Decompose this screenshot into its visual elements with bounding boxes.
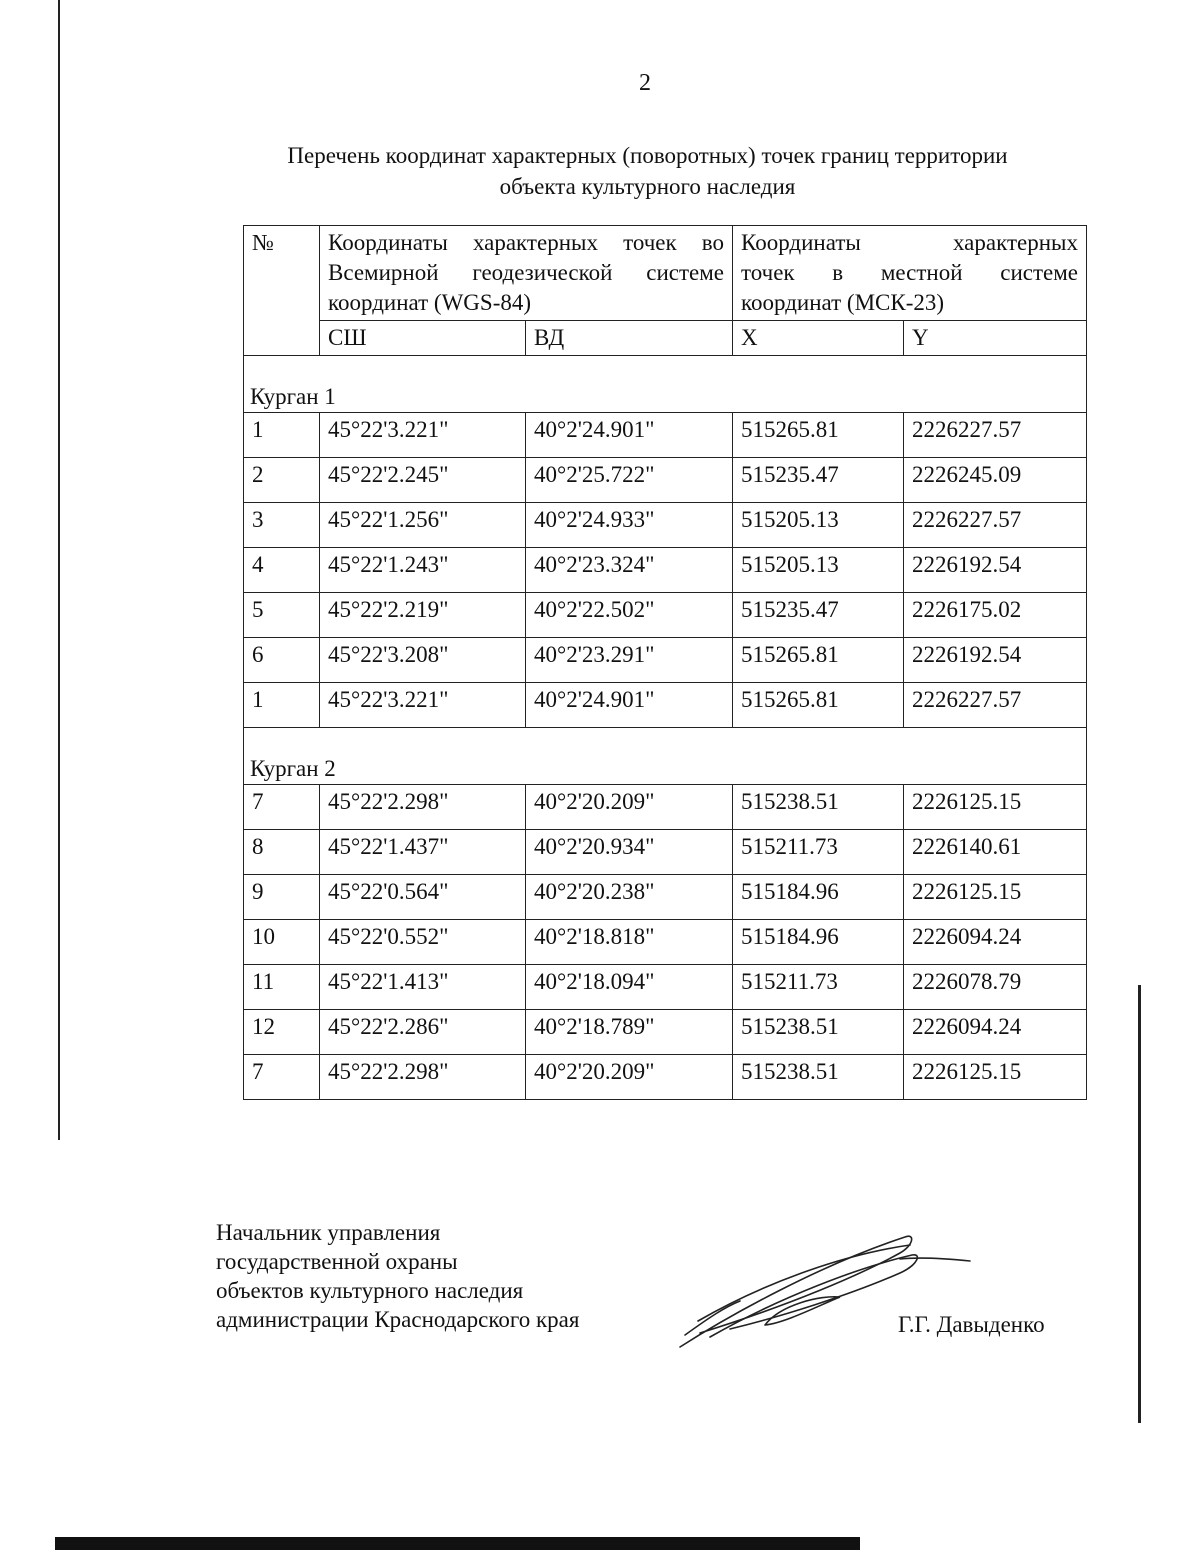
table-subheader-row bbox=[244, 321, 1087, 356]
x-coordinate-cell: 515238.51 bbox=[733, 1055, 904, 1100]
point-number-cell: 2 bbox=[244, 458, 320, 503]
group-row bbox=[244, 728, 1087, 785]
group-label: Курган 2 bbox=[244, 728, 1087, 785]
latitude-cell: 45°22'2.245" bbox=[320, 458, 526, 503]
header-number: № bbox=[244, 226, 320, 356]
y-coordinate-cell: 2226125.15 bbox=[904, 785, 1087, 830]
x-coordinate-cell: 515211.73 bbox=[733, 965, 904, 1010]
point-number-cell: 1 bbox=[244, 413, 320, 458]
header-msk23 bbox=[733, 226, 1087, 321]
latitude-cell: 45°22'1.437" bbox=[320, 830, 526, 875]
longitude-cell: 40°2'18.818" bbox=[526, 920, 733, 965]
latitude-cell: 45°22'2.298" bbox=[320, 1055, 526, 1100]
x-coordinate-cell: 515235.47 bbox=[733, 458, 904, 503]
longitude-cell: 40°2'24.901" bbox=[526, 683, 733, 728]
longitude-cell: 40°2'25.722" bbox=[526, 458, 733, 503]
y-coordinate-cell: 2226192.54 bbox=[904, 638, 1087, 683]
x-coordinate-cell: 515184.96 bbox=[733, 875, 904, 920]
table-row bbox=[244, 965, 1087, 1010]
subheader-x: X bbox=[733, 321, 904, 356]
longitude-cell: 40°2'23.324" bbox=[526, 548, 733, 593]
table-row bbox=[244, 875, 1087, 920]
point-number-cell: 8 bbox=[244, 830, 320, 875]
group-row bbox=[244, 356, 1087, 413]
longitude-cell: 40°2'20.209" bbox=[526, 1055, 733, 1100]
table-row bbox=[244, 503, 1087, 548]
table-row bbox=[244, 1010, 1087, 1055]
y-coordinate-cell: 2226192.54 bbox=[904, 548, 1087, 593]
coordinates-table bbox=[243, 225, 1087, 1100]
point-number-cell: 6 bbox=[244, 638, 320, 683]
group-label: Курган 1 bbox=[244, 356, 1087, 413]
scan-edge-right bbox=[1138, 985, 1141, 1423]
latitude-cell: 45°22'0.552" bbox=[320, 920, 526, 965]
signatory-position bbox=[216, 1218, 579, 1334]
x-coordinate-cell: 515238.51 bbox=[733, 785, 904, 830]
x-coordinate-cell: 515235.47 bbox=[733, 593, 904, 638]
signatory-position-line: объектов культурного наследия bbox=[216, 1278, 524, 1303]
longitude-cell: 40°2'20.238" bbox=[526, 875, 733, 920]
document-title-line-2: объекта культурного наследия bbox=[499, 174, 796, 199]
x-coordinate-cell: 515211.73 bbox=[733, 830, 904, 875]
y-coordinate-cell: 2226094.24 bbox=[904, 920, 1087, 965]
latitude-cell: 45°22'2.286" bbox=[320, 1010, 526, 1055]
header-msk23-line: Координаты характерных bbox=[741, 230, 1078, 255]
longitude-cell: 40°2'20.934" bbox=[526, 830, 733, 875]
scan-edge-left bbox=[58, 0, 60, 1140]
x-coordinate-cell: 515265.81 bbox=[733, 638, 904, 683]
document-title bbox=[200, 140, 1095, 202]
table-row bbox=[244, 638, 1087, 683]
table-row bbox=[244, 830, 1087, 875]
table-row bbox=[244, 683, 1087, 728]
latitude-cell: 45°22'2.298" bbox=[320, 785, 526, 830]
latitude-cell: 45°22'1.413" bbox=[320, 965, 526, 1010]
y-coordinate-cell: 2226125.15 bbox=[904, 875, 1087, 920]
table-row bbox=[244, 413, 1087, 458]
longitude-cell: 40°2'18.789" bbox=[526, 1010, 733, 1055]
point-number-cell: 9 bbox=[244, 875, 320, 920]
point-number-cell: 4 bbox=[244, 548, 320, 593]
table-row bbox=[244, 593, 1087, 638]
y-coordinate-cell: 2226227.57 bbox=[904, 413, 1087, 458]
header-msk23-line: координат (МСК-23) bbox=[741, 290, 945, 315]
latitude-cell: 45°22'3.221" bbox=[320, 413, 526, 458]
longitude-cell: 40°2'23.291" bbox=[526, 638, 733, 683]
point-number-cell: 7 bbox=[244, 785, 320, 830]
point-number-cell: 3 bbox=[244, 503, 320, 548]
y-coordinate-cell: 2226175.02 bbox=[904, 593, 1087, 638]
header-wgs84-line: координат (WGS-84) bbox=[328, 290, 532, 315]
point-number-cell: 5 bbox=[244, 593, 320, 638]
x-coordinate-cell: 515205.13 bbox=[733, 503, 904, 548]
latitude-cell: 45°22'1.243" bbox=[320, 548, 526, 593]
y-coordinate-cell: 2226245.09 bbox=[904, 458, 1087, 503]
longitude-cell: 40°2'24.933" bbox=[526, 503, 733, 548]
latitude-cell: 45°22'3.208" bbox=[320, 638, 526, 683]
latitude-cell: 45°22'3.221" bbox=[320, 683, 526, 728]
table-row bbox=[244, 548, 1087, 593]
x-coordinate-cell: 515265.81 bbox=[733, 683, 904, 728]
table-row bbox=[244, 920, 1087, 965]
subheader-longitude: ВД bbox=[526, 321, 733, 356]
document-title-line-1: Перечень координат характерных (поворотных) точек границ территории bbox=[287, 143, 1008, 168]
longitude-cell: 40°2'24.901" bbox=[526, 413, 733, 458]
header-wgs84-line: Всемирной геодезической системе bbox=[328, 260, 724, 285]
point-number-cell: 12 bbox=[244, 1010, 320, 1055]
page-number: 2 bbox=[639, 70, 651, 96]
point-number-cell: 10 bbox=[244, 920, 320, 965]
point-number-cell: 7 bbox=[244, 1055, 320, 1100]
header-wgs84 bbox=[320, 226, 733, 321]
x-coordinate-cell: 515184.96 bbox=[733, 920, 904, 965]
y-coordinate-cell: 2226125.15 bbox=[904, 1055, 1087, 1100]
x-coordinate-cell: 515205.13 bbox=[733, 548, 904, 593]
longitude-cell: 40°2'18.094" bbox=[526, 965, 733, 1010]
subheader-y: Y bbox=[904, 321, 1087, 356]
signatory-position-line: государственной охраны bbox=[216, 1249, 458, 1274]
longitude-cell: 40°2'22.502" bbox=[526, 593, 733, 638]
y-coordinate-cell: 2226094.24 bbox=[904, 1010, 1087, 1055]
x-coordinate-cell: 515238.51 bbox=[733, 1010, 904, 1055]
subheader-latitude: СШ bbox=[320, 321, 526, 356]
latitude-cell: 45°22'0.564" bbox=[320, 875, 526, 920]
latitude-cell: 45°22'1.256" bbox=[320, 503, 526, 548]
table-row bbox=[244, 785, 1087, 830]
signatory-name: Г.Г. Давыденко bbox=[898, 1312, 1045, 1337]
signatory-position-line: администрации Краснодарского края bbox=[216, 1307, 580, 1332]
table-header-row bbox=[244, 226, 1087, 321]
y-coordinate-cell: 2226078.79 bbox=[904, 965, 1087, 1010]
latitude-cell: 45°22'2.219" bbox=[320, 593, 526, 638]
table-row bbox=[244, 1055, 1087, 1100]
signatory-position-line: Начальник управления bbox=[216, 1220, 441, 1245]
point-number-cell: 11 bbox=[244, 965, 320, 1010]
header-wgs84-line: Координаты характерных точек во bbox=[328, 230, 724, 255]
y-coordinate-cell: 2226140.61 bbox=[904, 830, 1087, 875]
scan-edge-bottom bbox=[55, 1537, 860, 1550]
table-row bbox=[244, 458, 1087, 503]
longitude-cell: 40°2'20.209" bbox=[526, 785, 733, 830]
y-coordinate-cell: 2226227.57 bbox=[904, 503, 1087, 548]
x-coordinate-cell: 515265.81 bbox=[733, 413, 904, 458]
header-msk23-line: точек в местной системе bbox=[741, 260, 1078, 285]
point-number-cell: 1 bbox=[244, 683, 320, 728]
y-coordinate-cell: 2226227.57 bbox=[904, 683, 1087, 728]
